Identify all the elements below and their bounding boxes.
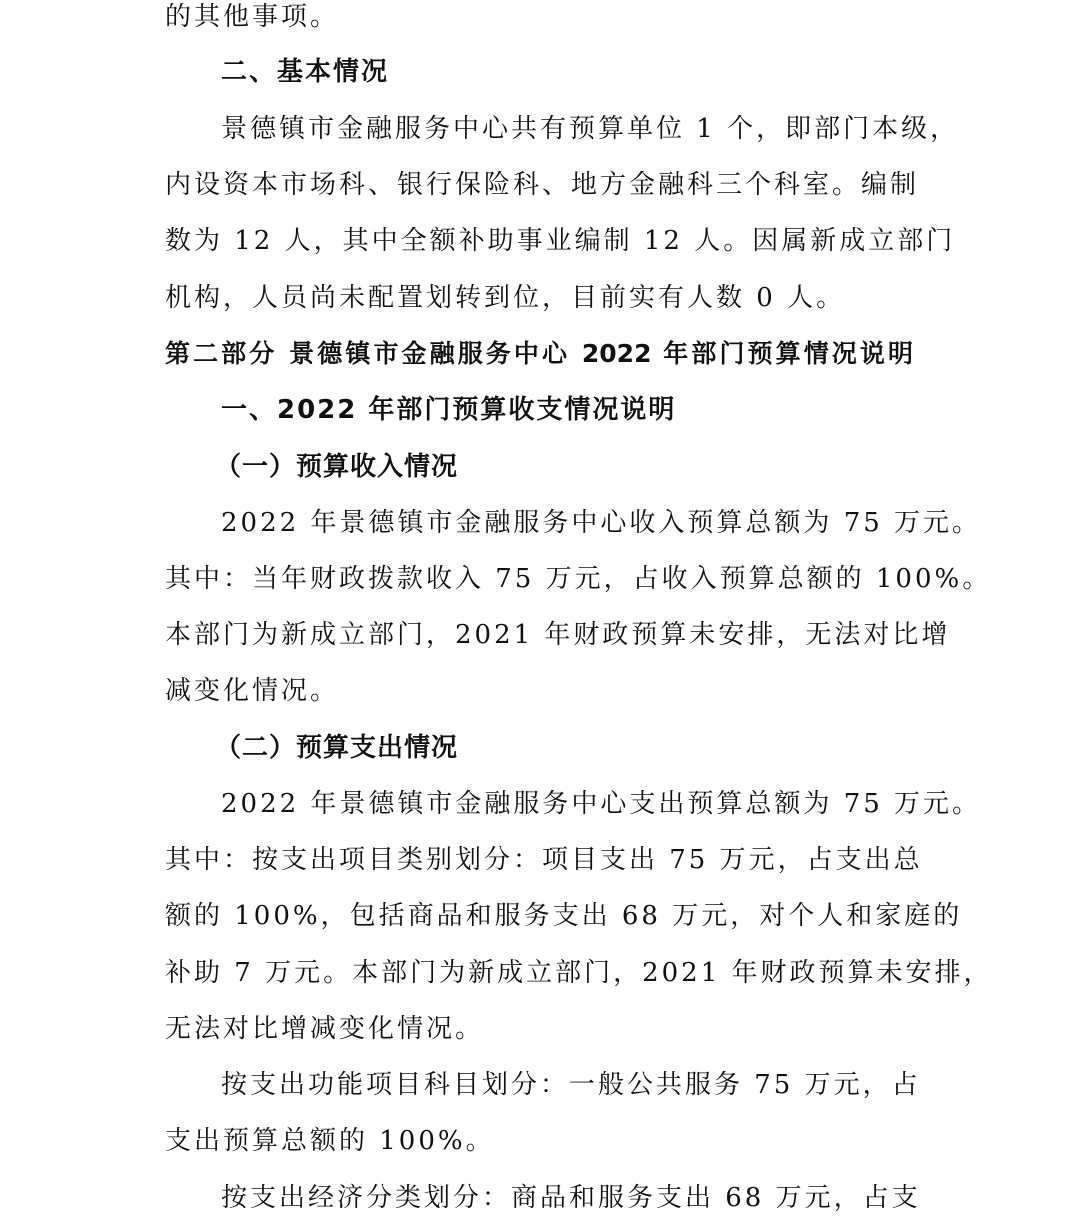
paragraph-line: 其中：按支出项目类别划分：项目支出 75 万元，占支出总 (165, 845, 923, 875)
text-line: 的其他事项。 (165, 2, 340, 32)
paragraph-line: 其中：当年财政拨款收入 75 万元，占收入预算总额的 100%。 (165, 564, 992, 594)
paragraph-line: 补助 7 万元。本部门为新成立部门，2021 年财政预算未安排， (165, 958, 993, 988)
paragraph-line: 景德镇市金融服务中心共有预算单位 1 个，即部门本级， (221, 114, 960, 144)
paragraph-line: 按支出功能项目科目划分：一般公共服务 75 万元，占 (221, 1070, 921, 1100)
subsection-heading-expenditure: （二）预算支出情况 (215, 733, 459, 763)
subsection-heading-income: （一）预算收入情况 (215, 452, 459, 482)
part-two-heading: 第二部分 景德镇市金融服务中心 2022 年部门预算情况说明 (165, 339, 913, 368)
paragraph-line: 机构，人员尚未配置划转到位，目前实有人数 0 人。 (165, 283, 846, 313)
paragraph-line: 2022 年景德镇市金融服务中心收入预算总额为 75 万元。 (221, 508, 982, 538)
section-heading-basic-info: 二、基本情况 (221, 57, 390, 87)
paragraph-line: 支出预算总额的 100%。 (165, 1126, 495, 1156)
paragraph-line: 无法对比增减变化情况。 (165, 1014, 485, 1044)
paragraph-line: 本部门为新成立部门，2021 年财政预算未安排，无法对比增 (165, 620, 951, 650)
paragraph-line: 数为 12 人，其中全额补助事业编制 12 人。因属新成立部门 (165, 226, 956, 256)
paragraph-line: 减变化情况。 (165, 676, 340, 706)
paragraph-line: 按支出经济分类划分：商品和服务支出 68 万元，占支 (221, 1183, 921, 1213)
section-heading-budget-overview: 一、2022 年部门预算收支情况说明 (221, 395, 677, 425)
paragraph-line: 内设资本市场科、银行保险科、地方金融科三个科室。编制 (165, 170, 920, 200)
paragraph-line: 额的 100%，包括商品和服务支出 68 万元，对个人和家庭的 (165, 901, 963, 931)
paragraph-line: 2022 年景德镇市金融服务中心支出预算总额为 75 万元。 (221, 789, 982, 819)
